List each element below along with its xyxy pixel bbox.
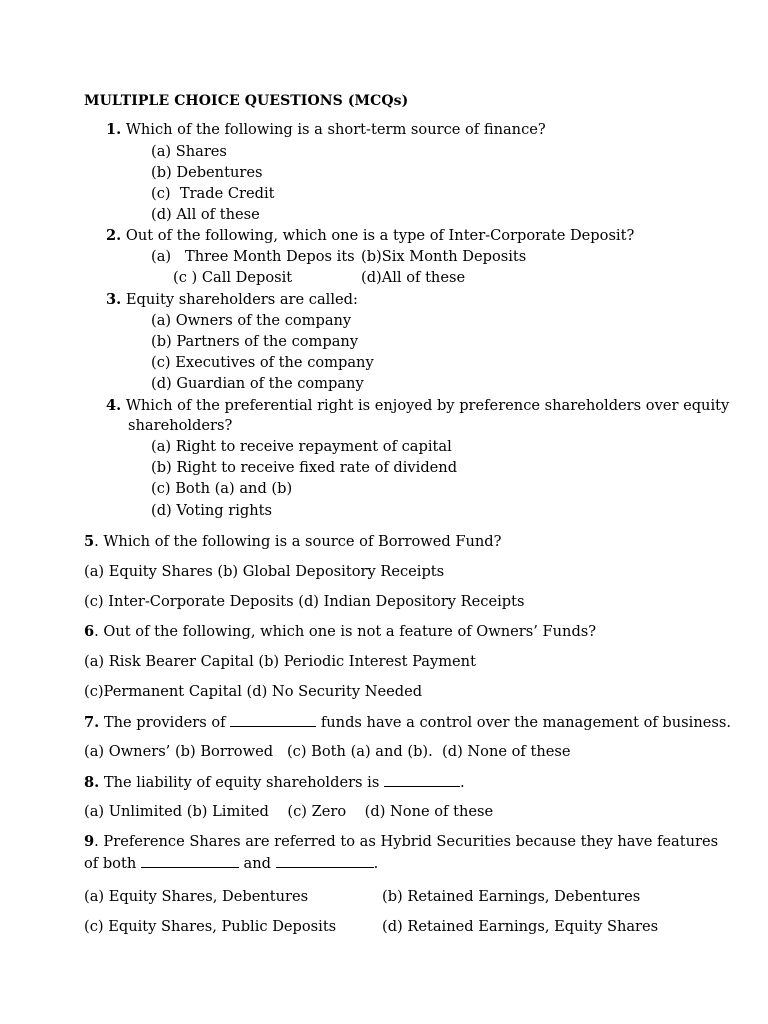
options-row-2: (c)Permanent Capital (d) No Security Needed xyxy=(84,683,423,700)
question-number: 9 xyxy=(84,833,95,850)
question-text: . Out of the following, which one is not a feature of Owners’ Funds? xyxy=(94,623,597,640)
option-d: (d) Retained Earnings, Equity Shares xyxy=(382,918,659,935)
question-text: Which of the following is a short-term source of finance? xyxy=(125,121,546,138)
option-c: (c ) Call Deposit xyxy=(173,269,293,286)
question-text: The providers of xyxy=(99,714,231,731)
option-d: (d) Guardian of the company xyxy=(151,375,364,392)
question-5 xyxy=(84,532,501,552)
question-text: . xyxy=(373,855,379,872)
question-text: and xyxy=(238,855,276,872)
options-row-1: (a) Owners’ (b) Borrowed (c) Both (a) and (b). (d) None of these xyxy=(84,743,571,760)
option-b: (b) Retained Earnings, Debentures xyxy=(382,888,641,905)
question-3 xyxy=(106,290,358,310)
question-number: 3. xyxy=(106,291,122,308)
fill-in-blank xyxy=(230,712,316,727)
option-b: (b)Six Month Deposits xyxy=(361,248,527,265)
question-number: 1. xyxy=(106,121,122,138)
option-c: (c) Executives of the company xyxy=(151,354,374,371)
question-9 xyxy=(84,832,718,852)
question-text-continued xyxy=(84,853,378,874)
question-number: 4. xyxy=(106,397,122,414)
options-row-1: (a) Equity Shares (b) Global Depository Receipts xyxy=(84,563,445,580)
question-6 xyxy=(84,622,596,642)
question-text: . Which of the following is a source of Borrowed Fund? xyxy=(94,533,502,550)
question-text: The liability of equity shareholders is xyxy=(99,774,384,791)
question-text: Out of the following, which one is a type of Inter-Corporate Deposit? xyxy=(125,227,635,244)
question-number: 5 xyxy=(84,533,95,550)
question-number: 2. xyxy=(106,227,122,244)
fill-in-blank xyxy=(276,853,374,868)
question-text: . xyxy=(459,774,465,791)
question-text: Equity shareholders are called: xyxy=(125,291,358,308)
option-c: (c) Equity Shares, Public Deposits xyxy=(84,918,337,935)
option-a: (a) Owners of the company xyxy=(151,312,352,329)
option-c: (c) Trade Credit xyxy=(151,185,275,202)
option-a: (a) Three Month Depos its xyxy=(151,248,355,265)
question-text: . Preference Shares are referred to as Hybrid Securities because they have features xyxy=(94,833,719,850)
page-title: MULTIPLE CHOICE QUESTIONS (MCQs) xyxy=(84,93,409,109)
option-b: (b) Right to receive fixed rate of dividend xyxy=(151,459,458,476)
options-row-2: (c) Inter-Corporate Deposits (d) Indian Depository Receipts xyxy=(84,593,525,610)
question-text: Which of the preferential right is enjoyed by preference shareholders over equity xyxy=(125,397,730,414)
option-a: (a) Shares xyxy=(151,143,227,160)
option-c: (c) Both (a) and (b) xyxy=(151,480,293,497)
question-text-continued: shareholders? xyxy=(128,417,233,434)
question-1 xyxy=(106,120,546,140)
options-row-1: (a) Risk Bearer Capital (b) Periodic Interest Payment xyxy=(84,653,476,670)
option-d: (d) Voting rights xyxy=(151,502,273,519)
fill-in-blank xyxy=(141,853,239,868)
question-4 xyxy=(106,396,729,416)
option-b: (b) Partners of the company xyxy=(151,333,359,350)
question-text: of both xyxy=(84,855,141,872)
option-d: (d)All of these xyxy=(361,269,466,286)
question-number: 7. xyxy=(84,714,100,731)
option-b: (b) Debentures xyxy=(151,164,263,181)
option-a: (a) Right to receive repayment of capital xyxy=(151,438,452,455)
option-d: (d) All of these xyxy=(151,206,260,223)
question-number: 8. xyxy=(84,774,100,791)
question-8 xyxy=(84,772,465,793)
question-number: 6 xyxy=(84,623,95,640)
question-7 xyxy=(84,712,731,733)
question-text: funds have a control over the management of business. xyxy=(316,714,731,731)
fill-in-blank xyxy=(384,772,460,787)
option-a: (a) Equity Shares, Debentures xyxy=(84,888,309,905)
question-2 xyxy=(106,226,634,246)
options-row-1: (a) Unlimited (b) Limited (c) Zero (d) None of these xyxy=(84,803,494,820)
